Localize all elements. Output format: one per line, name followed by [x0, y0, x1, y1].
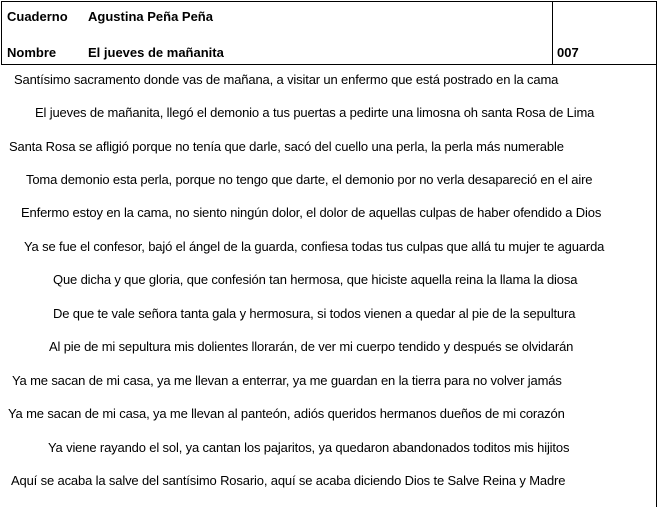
verse-line: De que te vale señora tanta gala y hermosura, si todos vienen a quedar al pie de la sepultura: [53, 306, 576, 321]
verse-line: Ya viene rayando el sol, ya cantan los pajaritos, ya quedaron abandonados toditos mis hijitos: [48, 440, 570, 455]
verse-line: Al pie de mi sepultura mis dolientes llorarán, de ver mi cuerpo tendido y después se olvidarán: [49, 339, 574, 354]
verse-line: Santísimo sacramento donde vas de mañana, a visitar un enfermo que está postrado en la cama: [14, 72, 559, 87]
cuaderno-label: Cuaderno: [7, 9, 68, 24]
verse-line: El jueves de mañanita, llegó el demonio a tus puertas a pedirte una limosna oh santa Rosa de Lima: [35, 105, 595, 120]
verse-line: Toma demonio esta perla, porque no tengo que darte, el demonio por no verla desapareció en el aire: [26, 172, 593, 187]
verse-line: Que dicha y que gloria, que confesión tan hermosa, que hiciste aquella reina la llama la diosa: [53, 272, 578, 287]
document-number: 007: [557, 45, 579, 60]
nombre-value: El jueves de mañanita: [88, 45, 224, 60]
verse-line: Santa Rosa se afligió porque no tenía que darle, sacó del cuello una perla, la perla más numerable: [9, 139, 564, 154]
verse-line: Ya me sacan de mi casa, ya me llevan al panteón, adiós queridos hermanos dueños de mi corazón: [8, 406, 565, 421]
verse-line: Aquí se acaba la salve del santísimo Rosario, aquí se acaba diciendo Dios te Salve Reina y Madre: [11, 473, 566, 488]
verse-line: Enfermo estoy en la cama, no siento ningún dolor, el dolor de aquellas culpas de haber ofendido a Dios: [21, 205, 602, 220]
cuaderno-value: Agustina Peña Peña: [88, 9, 213, 24]
nombre-label: Nombre: [7, 45, 57, 60]
verse-line: Ya se fue el confesor, bajó el ángel de la guarda, confiesa todas tus culpas que allá tu mujer te aguarda: [24, 239, 605, 254]
verse-line: Ya me sacan de mi casa, ya me llevan a enterrar, ya me guardan en la tierra para no volver jamás: [12, 373, 562, 388]
